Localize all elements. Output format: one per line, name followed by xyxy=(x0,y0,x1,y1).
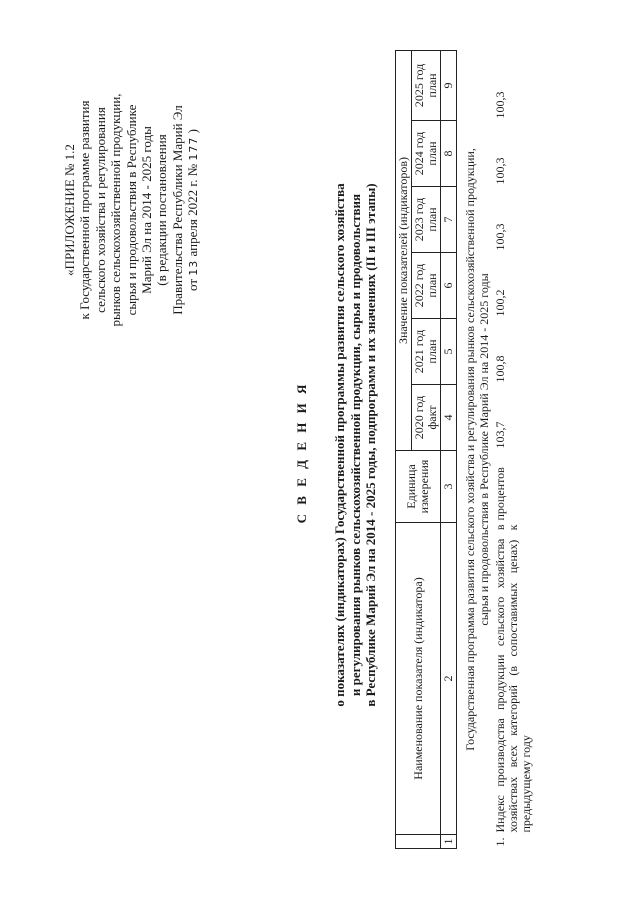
header-year: 2023 год план xyxy=(412,187,441,253)
header-year: 2025 год план xyxy=(412,50,441,120)
row-value: 100,8 xyxy=(493,355,507,383)
row-unit: процентов xyxy=(493,467,507,521)
section-title: Государственная программа развития сельского хозяйства и регулирования рынков сельскохозяйственной продукции, сырья и продовольствия в Республике Марий Эл на 2014 - 2025 годы xyxy=(463,148,491,751)
handwritten-number: 177 xyxy=(187,136,201,161)
column-number: 2 xyxy=(441,523,457,835)
header-num xyxy=(396,835,441,849)
annex-line: Правительства Республики Марий Эл xyxy=(169,105,185,315)
annex-line: Марий Эл на 2014 - 2025 годы xyxy=(139,126,155,294)
column-number: 9 xyxy=(441,50,457,120)
header-name: Наименование показателя (индикатора) xyxy=(396,523,441,835)
row-value: 100,3 xyxy=(493,223,507,251)
row-value: 100,2 xyxy=(493,289,507,317)
column-number: 4 xyxy=(441,385,457,451)
annex-line: рынков сельскохозяйственной продукции, xyxy=(108,93,124,327)
indicators-table xyxy=(395,50,534,849)
row-value: 103,7 xyxy=(493,421,507,449)
row-indicator-name: Индекс производства продукции сельского хозяйства в хозяйствах всех категорий (в сопоставимых ценах) к предыдущему году xyxy=(493,524,533,833)
row-value: 100,3 xyxy=(493,91,507,119)
header-year: 2022 год план xyxy=(412,253,441,319)
section-title-row xyxy=(457,50,494,848)
annex-block xyxy=(62,45,202,375)
document-subheading: о показателях (индикаторах) Государственной программы развития сельского хозяйства и регулирования рынков сельскохозяйственной продукции, сырья и продовольствия в Республике Марий Эл на 2014 - 2025 годы, подпрограмм и их значениях (II и III этапы) xyxy=(332,183,378,707)
header-row-1 xyxy=(396,50,412,848)
header-year: 2021 год план xyxy=(412,319,441,385)
annex-line: к Государственной программе развития xyxy=(77,100,93,320)
annex-line: (в редакции постановления xyxy=(154,134,170,286)
table-row xyxy=(493,50,534,848)
header-year: 2024 год план xyxy=(412,121,441,187)
column-number: 7 xyxy=(441,187,457,253)
document-heading: С В Е Д Е Н И Я xyxy=(294,381,309,524)
column-number: 6 xyxy=(441,253,457,319)
row-number: 1. xyxy=(493,837,507,847)
column-number: 1 xyxy=(441,835,457,849)
handwritten-day: 13 xyxy=(187,259,201,276)
annex-date-line: от 13 апреля 2022 г. № 177 ) xyxy=(185,129,201,291)
annex-line: сырья и продовольствия в Республике xyxy=(123,104,139,316)
header-year: 2020 год факт xyxy=(412,385,441,451)
column-numbers-row xyxy=(441,50,457,848)
row-value: 100,3 xyxy=(493,157,507,185)
header-values-group: Значение показателей (индикаторов) xyxy=(396,50,412,450)
annex-title: «ПРИЛОЖЕНИЕ № 1.2 xyxy=(62,144,77,276)
header-unit: Единица измерения xyxy=(396,451,441,523)
column-number: 3 xyxy=(441,451,457,523)
column-number: 8 xyxy=(441,121,457,187)
column-number: 5 xyxy=(441,319,457,385)
annex-line: сельского хозяйства и регулирования xyxy=(92,107,108,313)
